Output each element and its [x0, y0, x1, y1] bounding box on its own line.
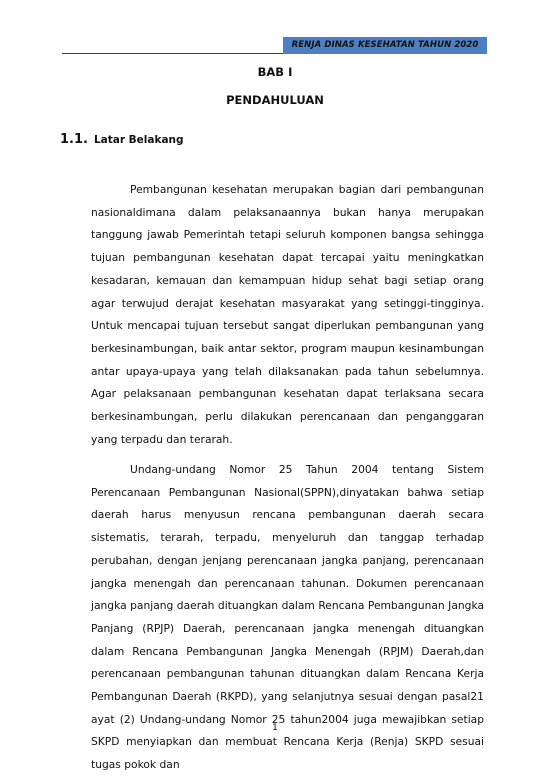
- section-number: 1.1.: [60, 132, 88, 147]
- section-heading: [60, 132, 184, 147]
- page-number: 1: [272, 723, 278, 733]
- body-paragraph-1: [91, 179, 484, 451]
- chapter-title: PENDAHULUAN: [226, 93, 324, 107]
- paragraph-text: Undang-undang Nomor 25 Tahun 2004 tentang Sistem Perencanaan Pembangunan Nasional(SPPN),dinyatakan bahwa setiap daerah harus menyusun rencana pembangunan daerah secara sistematis, terarah, terpadu, menyeluruh dan tanggap terhadap perubahan, dengan jenjang perencanaan jangka panjang, perencanaan jangka menengah dan perencanaan tahunan. Dokumen perencanaan jangka panjang daerah dituangkan dalam Rencana Pembangunan Jangka Panjang (RPJP) Daerah, perencanaan jangka menengah dituangkan dalam Rencana Pembangunan Jangka Menengah (RPJM) Daerah,dan perencanaan pembangunan tahunan dituangkan dalam Rencana Kerja Pembangunan Daerah (RKPD), yang selanjutnya sesuai dengan pasal21 ayat (2) Undang-undang Nomor 25 tahun2004 juga mewajibkan setiap SKPD menyiapkan dan membuat Rencana Kerja (Renja) SKPD sesuai tugas pokok dan: [91, 463, 484, 772]
- paragraph-text: Pembangunan kesehatan merupakan bagian dari pembangunan nasionaldimana dalam pelaksanaannya bukan hanya merupakan tanggung jawab Pemerintah tetapi seluruh komponen bangsa sehingga tujuan pembangunan kesehatan dapat tercapai yaitu meningkatkan kesadaran, kemauan dan kemampuan hidup sehat bagi setiap orang agar terwujud derajat kesehatan masyarakat yang setinggi-tingginya. Untuk mencapai tujuan tersebut sangat diperlukan pembangunan yang berkesinambungan, baik antar sektor, program maupun kesinambungan antar upaya-upaya yang telah dilaksanakan pada tahun sebelumnya. Agar pelaksanaan pembangunan kesehatan dapat terlaksana secara berkesinambungan, perlu dilakukan perencanaan dan penganggaran yang terpadu dan terarah.: [91, 183, 484, 446]
- section-title: Latar Belakang: [93, 134, 184, 146]
- running-header: RENJA DINAS KESEHATAN TAHUN 2020: [283, 37, 487, 54]
- chapter-number: BAB I: [257, 65, 293, 79]
